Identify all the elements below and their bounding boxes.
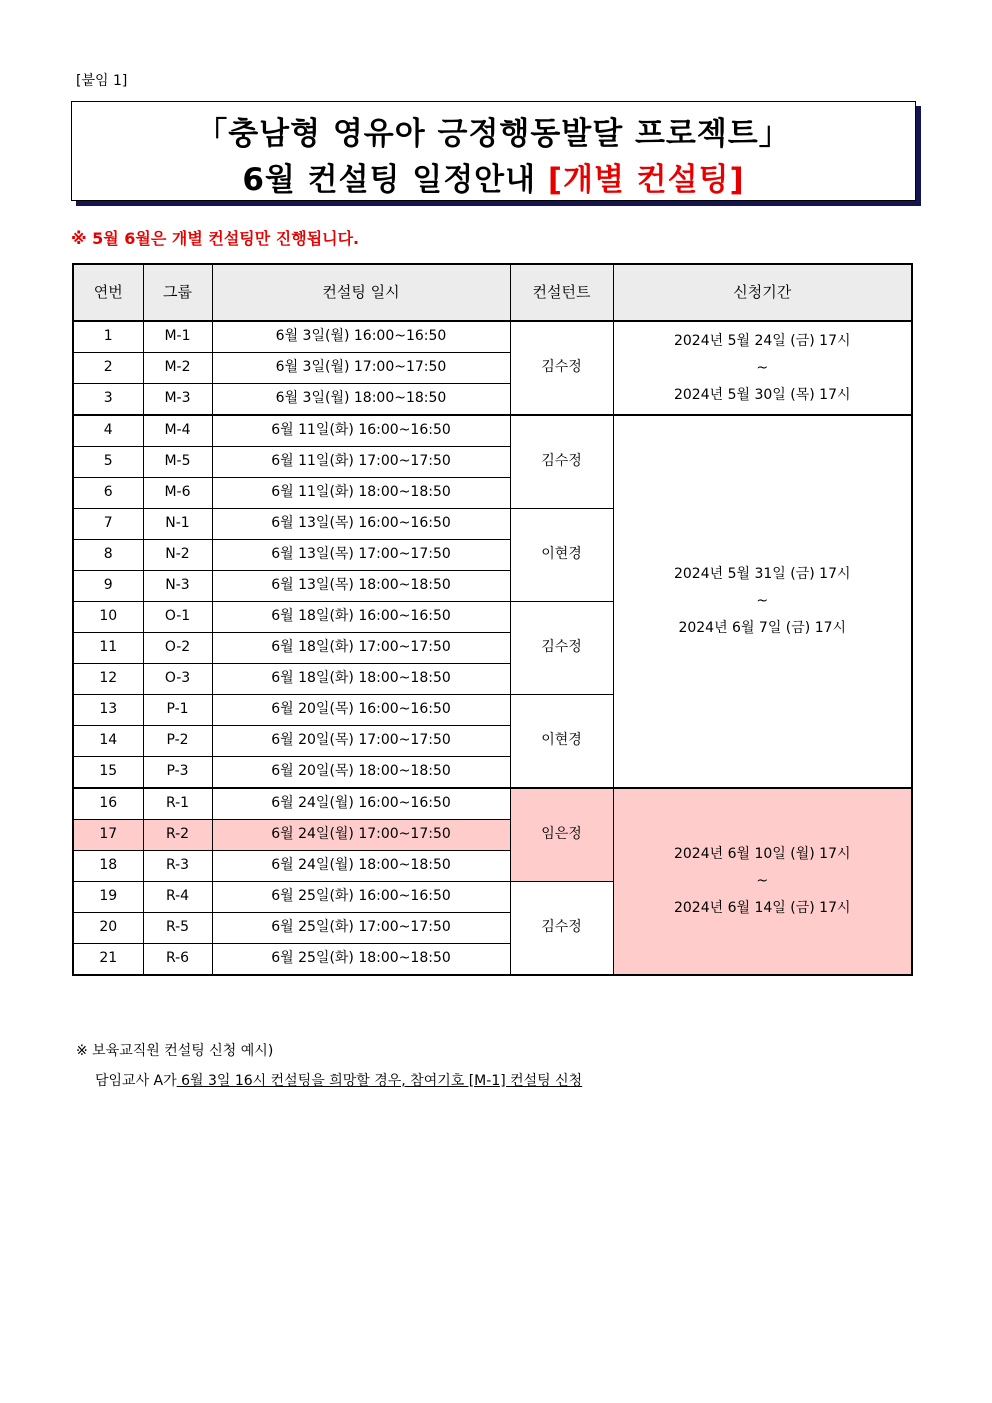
row-datetime: 6월 25일(화) 17:00~17:50: [212, 913, 510, 944]
period-start: 2024년 5월 24일 (금) 17시: [673, 332, 851, 349]
row-group: O-2: [143, 633, 212, 664]
row-group: O-3: [143, 664, 212, 695]
row-datetime: 6월 11일(화) 16:00~16:50: [212, 415, 510, 447]
row-datetime: 6월 20일(목) 16:00~16:50: [212, 695, 510, 726]
row-no: 10: [73, 602, 143, 633]
table-row: [73, 415, 912, 447]
application-period: [613, 415, 912, 788]
consultant-cell: 김수정: [510, 321, 613, 415]
row-group: R-4: [143, 882, 212, 913]
row-datetime: 6월 13일(목) 17:00~17:50: [212, 540, 510, 571]
application-period: [613, 788, 912, 975]
title-line-2: [72, 154, 915, 199]
row-datetime: 6월 24일(월) 16:00~16:50: [212, 788, 510, 820]
row-datetime: 6월 25일(화) 16:00~16:50: [212, 882, 510, 913]
row-no: 2: [73, 353, 143, 384]
row-group: N-3: [143, 571, 212, 602]
row-no: 13: [73, 695, 143, 726]
period-separator: ~: [756, 873, 769, 889]
consultant-cell: 이현경: [510, 695, 613, 789]
row-no: 9: [73, 571, 143, 602]
row-group: M-4: [143, 415, 212, 447]
row-datetime: 6월 3일(월) 18:00~18:50: [212, 384, 510, 416]
row-no: 6: [73, 478, 143, 509]
row-datetime: 6월 13일(목) 18:00~18:50: [212, 571, 510, 602]
header-period: 신청기간: [613, 264, 912, 321]
row-group: R-3: [143, 851, 212, 882]
example-text: [95, 1070, 582, 1090]
row-group: P-3: [143, 757, 212, 789]
row-no: 19: [73, 882, 143, 913]
row-no: 3: [73, 384, 143, 416]
row-datetime: 6월 3일(월) 16:00~16:50: [212, 321, 510, 353]
header-row: [73, 264, 912, 321]
period-separator: ~: [756, 359, 769, 376]
attachment-label: [붙임 1]: [76, 73, 128, 89]
header-datetime: 컨설팅 일시: [212, 264, 510, 321]
row-group: R-6: [143, 944, 212, 976]
header-no: 연번: [73, 264, 143, 321]
schedule-table: [72, 263, 913, 976]
period-separator: ~: [756, 593, 769, 609]
row-datetime: 6월 13일(목) 16:00~16:50: [212, 509, 510, 540]
row-datetime: 6월 18일(화) 16:00~16:50: [212, 602, 510, 633]
row-group: R-1: [143, 788, 212, 820]
header-group: 그룹: [143, 264, 212, 321]
period-end: 2024년 6월 7일 (금) 17시: [678, 620, 847, 636]
consultant-cell: 김수정: [510, 882, 613, 976]
row-datetime: 6월 18일(화) 18:00~18:50: [212, 664, 510, 695]
row-datetime: 6월 11일(화) 17:00~17:50: [212, 447, 510, 478]
row-datetime: 6월 11일(화) 18:00~18:50: [212, 478, 510, 509]
row-no: 18: [73, 851, 143, 882]
example-underlined: 6월 3일 16시 컨설팅을 희망할 경우, 참여기호 [M-1] 컨설팅 신청: [176, 1073, 583, 1089]
row-no: 14: [73, 726, 143, 757]
period-start: 2024년 5월 31일 (금) 17시: [673, 566, 851, 582]
row-no: 21: [73, 944, 143, 976]
row-group: P-1: [143, 695, 212, 726]
consultant-cell: 김수정: [510, 415, 613, 509]
row-datetime: 6월 24일(월) 18:00~18:50: [212, 851, 510, 882]
period-start: 2024년 6월 10일 (월) 17시: [673, 846, 851, 862]
row-no: 7: [73, 509, 143, 540]
table-row: [73, 321, 912, 353]
row-no: 17: [73, 820, 143, 851]
row-group: M-3: [143, 384, 212, 416]
row-no: 20: [73, 913, 143, 944]
row-group: N-1: [143, 509, 212, 540]
consultant-cell: 임은정: [510, 788, 613, 882]
consultant-cell: 김수정: [510, 602, 613, 695]
row-group: N-2: [143, 540, 212, 571]
row-no: 8: [73, 540, 143, 571]
row-group: O-1: [143, 602, 212, 633]
row-datetime: 6월 20일(목) 18:00~18:50: [212, 757, 510, 789]
example-heading: ※ 보육교직원 컨설팅 신청 예시): [76, 1043, 274, 1059]
row-datetime: 6월 20일(목) 17:00~17:50: [212, 726, 510, 757]
example-prefix: 담임교사 A가: [95, 1073, 177, 1089]
row-no: 12: [73, 664, 143, 695]
row-datetime: 6월 18일(화) 17:00~17:50: [212, 633, 510, 664]
title-box: [71, 101, 916, 201]
header-consultant: 컨설턴트: [510, 264, 613, 321]
period-end: 2024년 6월 14일 (금) 17시: [673, 900, 851, 916]
row-no: 15: [73, 757, 143, 789]
row-no: 16: [73, 788, 143, 820]
row-group: M-1: [143, 321, 212, 353]
row-group: M-6: [143, 478, 212, 509]
table-row: [73, 788, 912, 820]
row-no: 11: [73, 633, 143, 664]
notice-text: ※ 5월 6월은 개별 컨설팅만 진행됩니다.: [71, 229, 360, 248]
row-group: R-5: [143, 913, 212, 944]
title-highlight: [개별 컨설팅]: [547, 162, 745, 198]
row-datetime: 6월 25일(화) 18:00~18:50: [212, 944, 510, 976]
consultant-cell: 이현경: [510, 509, 613, 602]
period-end: 2024년 5월 30일 (목) 17시: [673, 386, 851, 403]
row-datetime: 6월 24일(월) 17:00~17:50: [212, 820, 510, 851]
row-group: M-2: [143, 353, 212, 384]
row-group: M-5: [143, 447, 212, 478]
row-no: 4: [73, 415, 143, 447]
row-group: P-2: [143, 726, 212, 757]
row-datetime: 6월 3일(월) 17:00~17:50: [212, 353, 510, 384]
row-group: R-2: [143, 820, 212, 851]
row-no: 5: [73, 447, 143, 478]
title-line-2-main: 6월 컨설팅 일정안내: [242, 162, 548, 198]
title-line-1: 「충남형 영유아 긍정행동발달 프로젝트」: [196, 116, 791, 152]
row-no: 1: [73, 321, 143, 353]
application-period: [613, 321, 912, 415]
